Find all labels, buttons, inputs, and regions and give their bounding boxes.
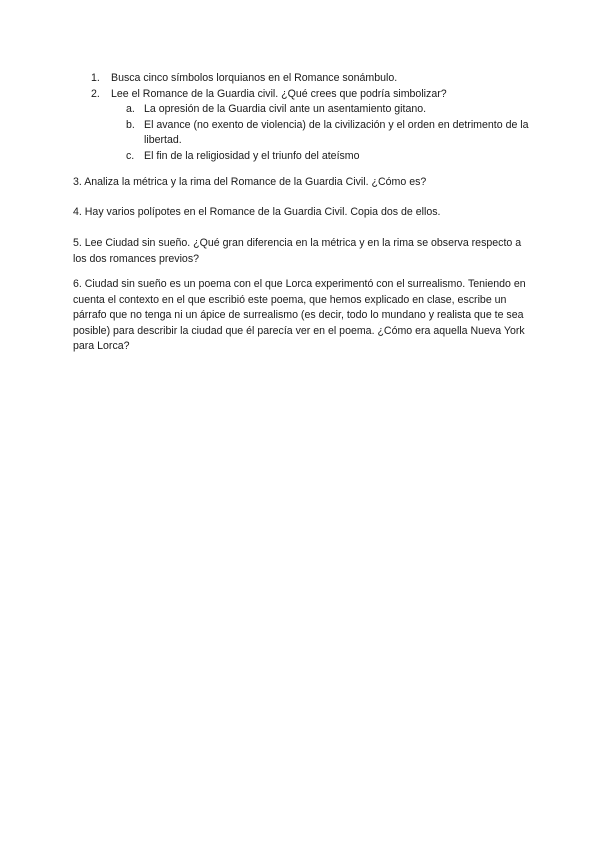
sub-letter: a. [126, 103, 135, 115]
sub-letter: b. [126, 118, 135, 131]
list-number: 2. [91, 87, 100, 100]
numbered-list [91, 71, 531, 102]
question-4: 4. Hay varios polípotes en el Romance de la Guardia Civil. Copia dos de ellos. [73, 206, 441, 218]
sub-list [73, 102, 533, 164]
list-item-text: Busca cinco símbolos lorquianos en el Romance sonámbulo. [111, 72, 398, 84]
sub-item-a [73, 102, 533, 118]
question-5: 5. Lee Ciudad sin sueño. ¿Qué gran diferencia en la métrica y en la rima se observa respecto a los dos romances previos? [73, 237, 522, 265]
sub-item-text: El avance (no exento de violencia) de la civilización y el orden en detrimento de la libertad. [144, 118, 529, 146]
question-3: 3. Analiza la métrica y la rima del Romance de la Guardia Civil. ¿Cómo es? [73, 176, 427, 188]
sub-item-text: El fin de la religiosidad y el triunfo del ateísmo [144, 149, 360, 162]
list-item-2 [91, 87, 531, 103]
question-6: 6. Ciudad sin sueño es un poema con el que Lorca experimentó con el surrealismo. Teniendo en cuenta el contexto en el que escribió este poema, que hemos explicado en clase, escribe un párrafo que no tenga ni un ápice de surrealismo (es decir, todo lo mundano y realista que te sea posible) para describir la ciudad que él parecía ver en el poema. ¿Cómo era aquella Nueva York para Lorca? [73, 278, 526, 352]
sub-item-c [73, 149, 533, 165]
sub-item-text: La opresión de la Guardia civil ante un asentamiento gitano. [144, 103, 427, 115]
sub-letter: c. [126, 149, 135, 162]
list-number: 1. [91, 72, 100, 84]
sub-item-b [73, 118, 533, 149]
list-item-1 [91, 71, 531, 87]
list-item-text: Lee el Romance de la Guardia civil. ¿Qué crees que podría simbolizar? [111, 87, 447, 100]
